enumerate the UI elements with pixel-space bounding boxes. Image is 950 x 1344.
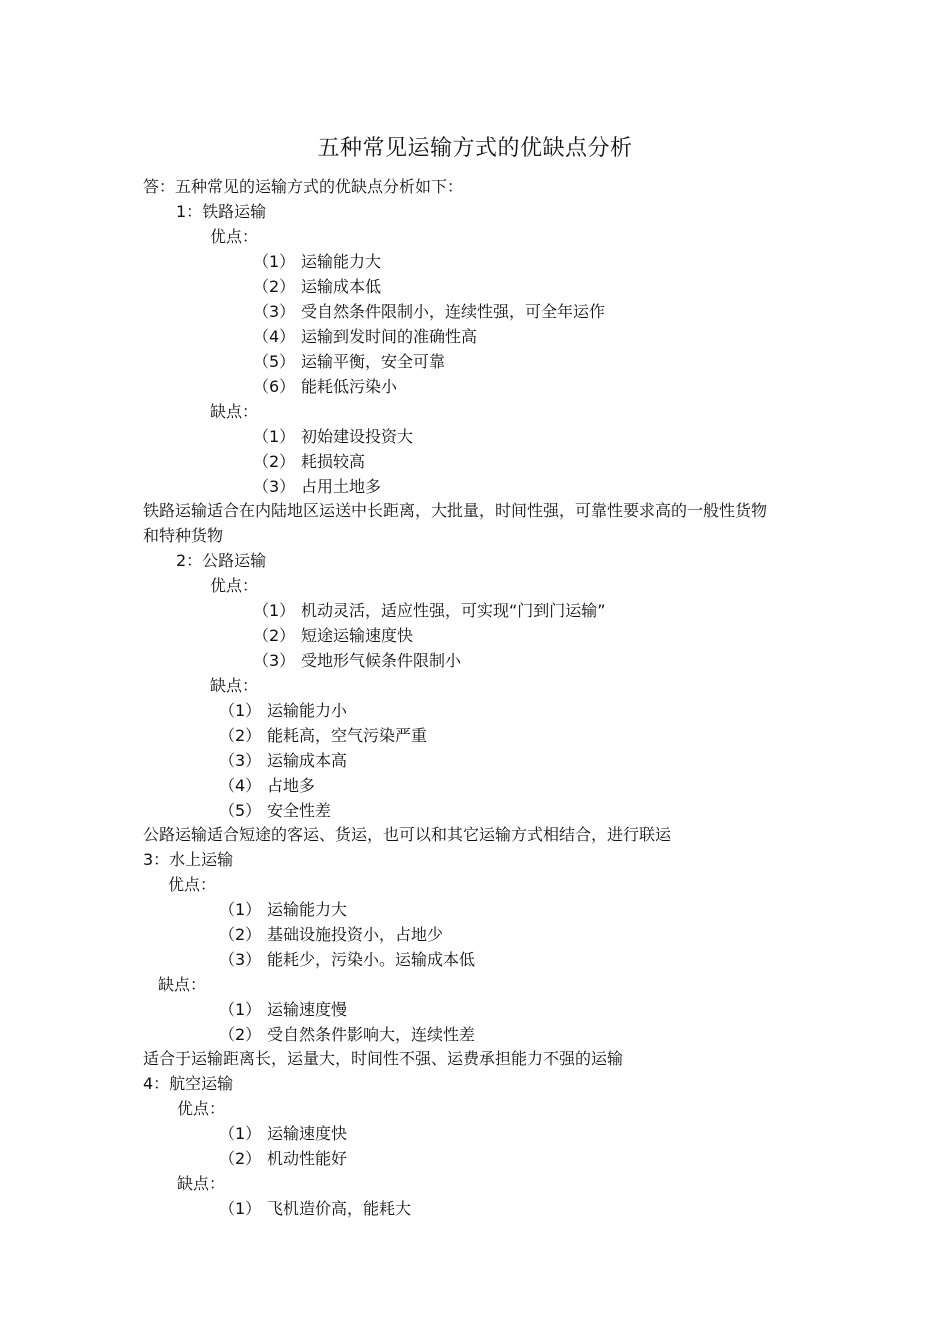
item-text: 机动灵活，适应性强，可实现“门到门运输” [301,601,606,620]
item-number: （3） [253,651,296,670]
item-text: 受自然条件限制小，连续性强，可全年运作 [301,302,606,321]
item-text: 运输能力大 [301,252,382,271]
list-item [219,1023,475,1047]
item-number: （2） [253,452,296,471]
list-item [253,325,477,349]
item-text: 能耗低污染小 [301,377,398,396]
item-text: 运输能力小 [267,701,348,720]
section-heading-water: 3：水上运输 [143,850,234,869]
item-number: （3） [219,950,262,969]
list-item [253,300,605,324]
item-text: 占用土地多 [301,477,382,496]
item-text: 能耗少，污染小。运输成本低 [267,950,476,969]
item-number: （1） [219,900,262,919]
list-item [219,749,347,773]
list-item [219,1147,347,1171]
item-text: 安全性差 [267,801,332,820]
list-item [219,724,427,748]
cons-label: 缺点： [210,676,259,695]
section-summary: 铁路运输适合在内陆地区运送中长距离，大批量，时间性强，可靠性要求高的一般性货物 [143,501,768,520]
list-item [253,475,381,499]
item-number: （2） [219,1025,262,1044]
page-title: 五种常见运输方式的优缺点分析 [317,136,633,161]
item-number: （3） [253,302,296,321]
item-number: （1） [253,252,296,271]
item-text: 运输成本低 [301,277,382,296]
item-number: （2） [219,925,262,944]
item-text: 运输能力大 [267,900,348,919]
list-item [219,799,331,823]
list-item [253,350,445,374]
item-text: 能耗高，空气污染严重 [267,726,428,745]
cons-label: 缺点： [158,975,207,994]
item-number: （1） [219,1199,262,1218]
item-text: 运输速度快 [267,1124,348,1143]
section-heading-road: 2：公路运输 [176,551,267,570]
item-number: （1） [219,701,262,720]
item-number: （1） [253,601,296,620]
item-number: （3） [253,477,296,496]
list-item [253,450,365,474]
section-summary: 公路运输适合短途的客运、货运，也可以和其它运输方式相结合，进行联运 [143,825,672,844]
list-item [253,250,381,274]
item-text: 机动性能好 [267,1149,348,1168]
list-item [219,1122,347,1146]
item-text: 运输成本高 [267,751,348,770]
item-number: （5） [253,352,296,371]
item-number: （2） [219,1149,262,1168]
intro-text: 答：五种常见的运输方式的优缺点分析如下： [143,177,464,196]
item-text: 运输速度慢 [267,1000,348,1019]
section-heading-railway: 1：铁路运输 [176,202,267,221]
pros-label: 优点： [177,1099,226,1118]
list-item [253,375,397,399]
list-item [219,898,347,922]
item-number: （3） [219,751,262,770]
list-item [219,923,443,947]
item-number: （2） [253,626,296,645]
item-text: 运输平衡，安全可靠 [301,352,446,371]
list-item [253,624,413,648]
item-text: 耗损较高 [301,452,366,471]
pros-label: 优点： [210,227,259,246]
cons-label: 缺点： [210,402,259,421]
cons-label: 缺点： [177,1174,226,1193]
pros-label: 优点： [168,875,217,894]
list-item [253,275,381,299]
list-item [219,699,347,723]
item-text: 占地多 [267,776,316,795]
list-item [253,649,461,673]
item-number: （1） [253,427,296,446]
item-number: （2） [253,277,296,296]
item-text: 受自然条件影响大，连续性差 [267,1025,476,1044]
list-item [219,948,475,972]
item-number: （2） [219,726,262,745]
list-item [219,998,347,1022]
item-number: （5） [219,801,262,820]
section-summary-continued: 和特种货物 [143,526,224,545]
item-number: （4） [219,776,262,795]
item-text: 飞机造价高，能耗大 [267,1199,412,1218]
item-text: 运输到发时间的准确性高 [301,327,478,346]
list-item [219,1197,411,1221]
item-number: （1） [219,1000,262,1019]
item-number: （4） [253,327,296,346]
list-item [219,774,315,798]
pros-label: 优点： [210,576,259,595]
list-item [253,425,413,449]
list-item [253,599,606,623]
item-text: 短途运输速度快 [301,626,414,645]
item-text: 基础设施投资小，占地少 [267,925,444,944]
item-number: （6） [253,377,296,396]
item-number: （1） [219,1124,262,1143]
item-text: 初始建设投资大 [301,427,414,446]
item-text: 受地形气候条件限制小 [301,651,462,670]
section-summary: 适合于运输距离长，运量大，时间性不强、运费承担能力不强的运输 [143,1049,624,1068]
section-heading-air: 4：航空运输 [143,1074,234,1093]
